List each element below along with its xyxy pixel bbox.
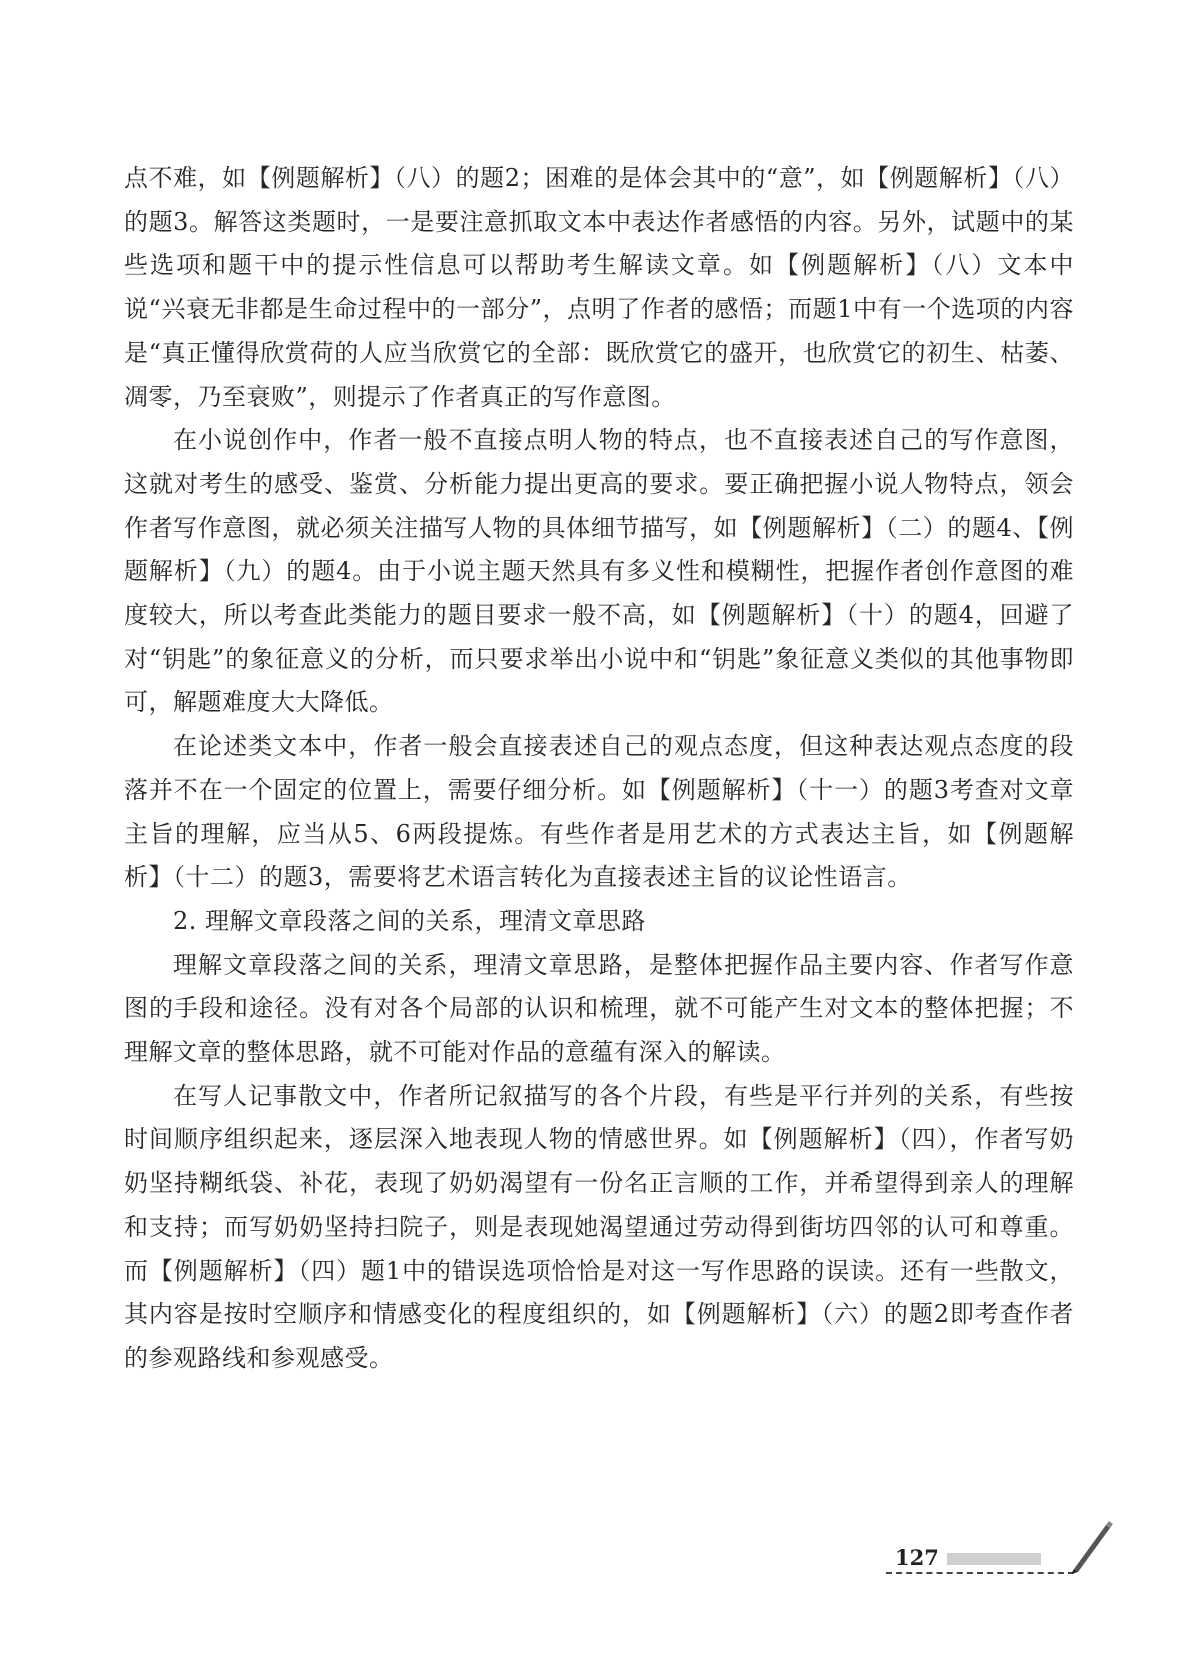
paragraph-5: 在写人记事散文中，作者所记叙描写的各个片段，有些是平行并列的关系，有些按时间顺序组织起来，逐层深入地表现人物的情感世界。如【例题解析】（四），作者写奶奶坚持糊纸袋、补花，表现了奶奶渴望有一份名正言顺的工作，并希望得到亲人的理解和支持；而写奶奶坚持扫院子，则是表现她渴望通过劳动得到街坊四邻的认可和尊重。而【例题解析】（四）题1中的错误选项恰恰是对这一写作思路的误读。还有一些散文，其内容是按时空顺序和情感变化的程度组织的，如【例题解析】（六）的题2即考查作者的参观路线和参观感受。 [124, 1081, 1074, 1372]
page-number: 127 [895, 1545, 939, 1570]
footer-dashed-rule [886, 1572, 1074, 1574]
paragraph-2: 在小说创作中，作者一般不直接点明人物的特点，也不直接表述自己的写作意图，这就对考生的感受、鉴赏、分析能力提出更高的要求。要正确把握小说人物特点，领会作者写作意图，就必须关注描写人物的具体细节描写，如【例题解析】（二）的题4、【例题解析】（九）的题4。由于小说主题天然具有多义性和模糊性，把握作者创作意图的难度较大，所以考查此类能力的题目要求一般不高，如【例题解析】（十）的题4，回避了对“钥匙”的象征意义的分析，而只要求举出小说中和“钥匙”象征意义类似的其他事物即可，解题难度大大降低。 [124, 426, 1074, 717]
paragraph-3: 在论述类文本中，作者一般会直接表述自己的观点态度，但这种表达观点态度的段落并不在一个固定的位置上，需要仔细分析。如【例题解析】（十一）的题3考查对文章主旨的理解，应当从5、6两段提炼。有些作者是用艺术的方式表达主旨，如【例题解析】（十二）的题3，需要将艺术语言转化为直接表述主旨的议论性语言。 [124, 732, 1074, 892]
pen-icon [1066, 1517, 1114, 1575]
footer-bar [947, 1553, 1041, 1565]
page-body [124, 157, 1074, 1381]
section-heading: 2. 理解文章段落之间的关系，理清文章思路 [173, 906, 647, 935]
paragraph-4: 理解文章段落之间的关系，理清文章思路，是整体把握作品主要内容、作者写作意图的手段和途径。没有对各个局部的认识和梳理，就不可能产生对文本的整体把握；不理解文章的整体思路，就不可能对作品的意蕴有深入的解读。 [124, 950, 1074, 1067]
paragraph-1: 点不难，如【例题解析】（八）的题2；困难的是体会其中的“意”，如【例题解析】（八）的题3。解答这类题时，一是要注意抓取文本中表达作者感悟的内容。另外，试题中的某些选项和题干中的提示性信息可以帮助考生解读文章。如【例题解析】（八）文本中说“兴衰无非都是生命过程中的一部分”，点明了作者的感悟；而题1中有一个选项的内容是“真正懂得欣赏荷的人应当欣赏它的全部：既欣赏它的盛开，也欣赏它的初生、枯萎、凋零，乃至衰败”，则提示了作者真正的写作意图。 [124, 164, 1074, 411]
